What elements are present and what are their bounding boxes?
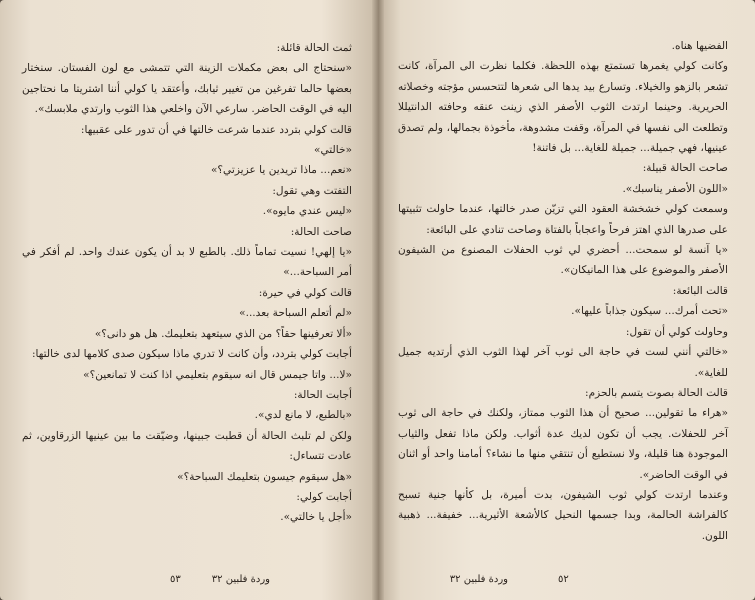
- paragraph: وسمعت كولي خشخشة العقود التي تزيّن صدر خالتها، عندما حاولت تثبيتها على صدرها الذي اهتز فرحاً واعجاباً بالفتاة وصاحت تنادي على البائعة:: [398, 203, 728, 236]
- paragraph: «ليس عندي مايوه».: [262, 205, 352, 218]
- paragraph: ولكن لم تلبث الحالة أن قطبت جبينها، وضيّقت ما بين عينيها الزرقاوين، ثم عادت تتساءل:: [22, 429, 352, 463]
- paragraph: وكانت كولي يغمرها تستمتع بهذه اللحظة. فكلما نظرت الى المرآة، كانت تشعر بالزهو والخيلاء. وتسارع بيد يدها الى شعرها لتتحسس مؤجته وخصلاته الحريرية. وحينما ارتدت الثوب الأصفر الذي زينت عنقه وحافته الدانتيللا وتطلعت الى نفسها في المرآة، وقفت مشدوهة، مأخوذة بجمالها، ولم تصدق عينيها، فهي جميلة... جميلة للغاية... بل فاتنة!: [398, 60, 728, 155]
- paragraph: «لم أتعلم السباحة بعد...»: [239, 307, 352, 320]
- paragraph: الفضيها هناه.: [671, 40, 728, 52]
- paragraph: أجابت الحالة:: [293, 388, 352, 401]
- right-page: [378, 0, 755, 600]
- paragraph: وعندما ارتدت كولي ثوب الشيفون، بدت أميرة، بل كأنها جنية تسبح كالفراشة الحالمة، وبدا جسمها النحيل كالأشعة الأثيرية... خفيفة... ذهبية اللون.: [398, 488, 728, 542]
- paragraph: قالت كولي في حيرة:: [258, 286, 352, 299]
- paragraph: «نعم... ماذا تريدين يا عزيزتي؟»: [210, 164, 352, 177]
- paragraph: «سنحتاج الى بعض مكملات الزينة التي تتمشى مع لون الفستان. سنختار بعضها حالما تفرغين من تغيير ثيابك، وأعتقد يا كولي أننا اشتريتا ما نحتاجين اليه في الوقت الحاضر. سارعي الآن واخلعي هذا الثوب وارتدي ملابسك».: [22, 62, 352, 116]
- page-number: ٥٢: [558, 574, 569, 585]
- paragraph: «يا آنسة لو سمحت... أحضري لي ثوب الحفلات المصنوع من الشيفون الأصفر والموضوع على هذا المانيكان».: [398, 244, 728, 277]
- left-page-text: [22, 38, 352, 528]
- paragraph: «هراء ما تقولين... صحيح أن هذا الثوب ممتاز، ولكنك في حاجة الى ثوب آخر للحفلات. يجب أن تكون لديك عدة أثواب. ولكن ماذا تفعل والثياب الموجودة هنا قليلة، ولا نستطيع أن تنتقي منها ما نشاء؟ أمامنا واحد أو اثنان في الوقت الحاضر».: [398, 407, 728, 481]
- running-title: وردة فلبين ٣٢: [449, 574, 508, 585]
- page-number: ٥٣: [170, 574, 181, 585]
- paragraph: «هل سيقوم جيسون بتعليمك السباحة؟»: [177, 470, 352, 483]
- paragraph: «بالطبع، لا مانع لدي».: [254, 409, 352, 422]
- paragraph: أجابت كولي بتردد، وأن كانت لا تدري ماذا سيكون صدى كلامها لدى خالتها:: [31, 348, 352, 361]
- paragraph: «يا إلهي! نسيت تماماً ذلك. بالطبع لا بد أن يكون عندك واحد. لم أفكر في أمر السباحة...»: [22, 246, 352, 279]
- running-title: وردة فلبين ٣٢: [211, 574, 270, 585]
- paragraph: صاحت الحالة قبيلة:: [642, 162, 728, 175]
- paragraph: «تحت أمرك... سيكون جذاباً عليها».: [571, 305, 728, 318]
- paragraph: «ألا تعرفينها حقاً؟ من الذي سيتعهد بتعليمك. هل هو دانى؟»: [94, 327, 352, 340]
- paragraph: «لا... واتا جيمس قال انه سيقوم بتعليمي اذا كنت لا تمانعين؟»: [83, 368, 352, 381]
- paragraph: وحاولت كولي أن تقول:: [625, 325, 728, 338]
- paragraph: «أجل يا خالتي».: [280, 511, 352, 524]
- paragraph: «خالتي»: [314, 144, 352, 157]
- paragraph: قالت كولي بتردد عندما شرعت خالتها في أن تدور على عقبيها:: [80, 123, 352, 136]
- paragraph: أجابت كولي:: [296, 490, 352, 503]
- paragraph: قالت الحالة بصوت يتسم بالحزم:: [585, 386, 728, 399]
- paragraph: التفتت وهي تقول:: [272, 184, 352, 197]
- paragraph: صاحت الحالة:: [290, 225, 352, 238]
- right-page-text: [398, 36, 728, 546]
- paragraph: «اللون الأصفر يناسبك».: [622, 182, 728, 195]
- book-gutter: [372, 0, 384, 600]
- paragraph: قالت البائعة:: [672, 284, 728, 297]
- paragraph: ثمت الحالة قائلة:: [276, 42, 352, 54]
- paragraph: «خالتي أنني لست في حاجة الى ثوب آخر لهذا الثوب الذي أرتديه جميل للغاية».: [398, 346, 728, 379]
